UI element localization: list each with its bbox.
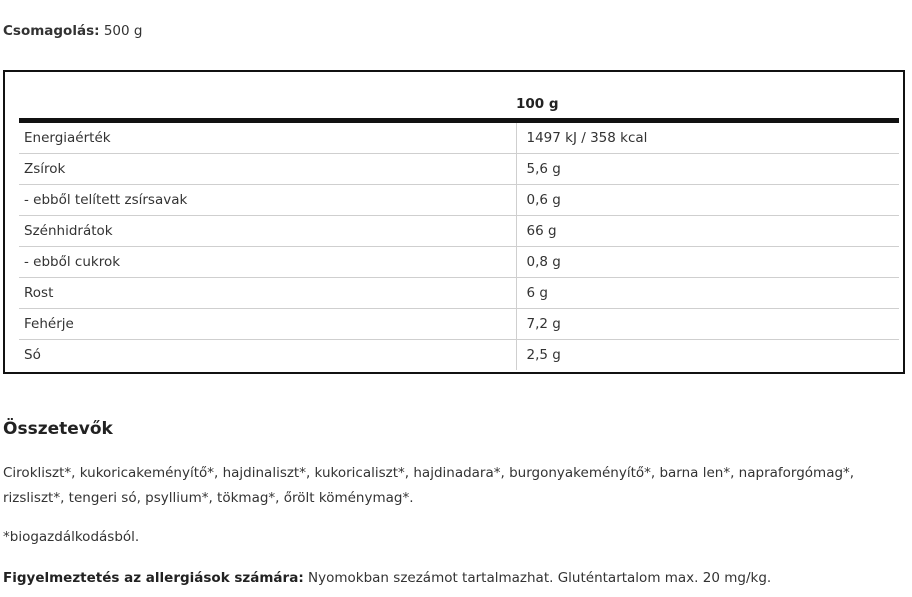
nutrition-table: [19, 72, 899, 370]
allergy-label: Figyelmeztetés az allergiások számára:: [3, 570, 304, 586]
packaging-value: 500 g: [103, 22, 143, 39]
nutrient-value: 0,6 g: [516, 185, 899, 216]
packaging-info: [3, 21, 142, 41]
nutrient-value: 7,2 g: [516, 309, 899, 340]
organic-note: *biogazdálkodásból.: [3, 529, 140, 545]
nutrient-value: 1497 kJ / 358 kcal: [516, 121, 899, 154]
nutrient-name: Rost: [19, 278, 516, 309]
allergy-warning: [3, 568, 771, 588]
ingredients-heading: Összetevők: [3, 419, 113, 439]
nutrient-name: Fehérje: [19, 309, 516, 340]
table-row: [19, 278, 899, 309]
nutrient-name: Só: [24, 347, 41, 363]
nutrition-header-row: [19, 72, 899, 121]
packaging-label: Csomagolás:: [3, 22, 100, 39]
nutrition-header-name: [19, 72, 516, 121]
nutrient-name: Szénhidrátok: [19, 216, 516, 247]
table-row: [19, 121, 899, 154]
nutrient-value: 2,5 g: [516, 340, 899, 371]
table-row: [19, 185, 899, 216]
nutrient-value: 0,8 g: [516, 247, 899, 278]
nutrient-name: Zsírok: [19, 154, 516, 185]
nutrient-value: 6 g: [516, 278, 899, 309]
nutrient-name: Energiaérték: [19, 121, 516, 154]
table-row: [19, 309, 899, 340]
nutrient-name: - ebből telített zsírsavak: [19, 185, 516, 216]
allergy-text: Nyomokban szezámot tartalmazhat. Gluténtartalom max. 20 mg/kg.: [308, 570, 772, 586]
table-row: [19, 154, 899, 185]
nutrient-name: - ebből cukrok: [19, 247, 516, 278]
table-row: [19, 247, 899, 278]
table-row: [19, 340, 899, 371]
ingredients-text: Cirokliszt*, kukoricakeményítő*, hajdinaliszt*, kukoricaliszt*, hajdinadara*, burgonyakeményítő*, barna len*, napraforgómag*, rizsliszt*, tengeri só, psyllium*, tökmag*, őrölt köménymag*.: [3, 465, 855, 506]
nutrient-value: 5,6 g: [516, 154, 899, 185]
nutrient-value: 66 g: [516, 216, 899, 247]
nutrition-table-box: [3, 70, 905, 374]
table-row: [19, 216, 899, 247]
nutrition-header-value: 100 g: [516, 72, 899, 121]
